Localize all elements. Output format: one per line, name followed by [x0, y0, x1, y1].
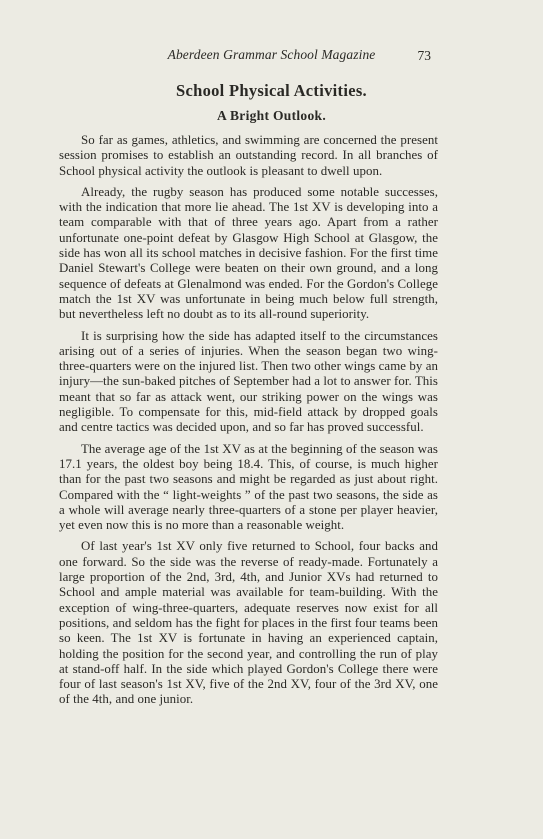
article-title: School Physical Activities. — [176, 81, 367, 100]
paragraph-rugby-season: Already, the rugby season has produced some notable successes, with the indication that more lie ahead. The 1st XV is developing into a team comparable with that of three years ago. Apart from a rather unfortunate one-point defeat by Glasgow High School at Glasgow, the side has won all its school matches in decisive fashion. For the first time Daniel Stewart's College were beaten on their own ground, and a long sequence of defeats at Glenalmond was ended. For the Gordon's College match the 1st XV was unfortunate in being much below full strength, but nevertheless left no doubt as to its all-round superiority. — [59, 184, 438, 322]
paragraph-team-building: Of last year's 1st XV only five returned to School, four backs and one forward. So the side was the reverse of ready-made. Fortunately a large proportion of the 2nd, 3rd, 4th, and Junior XVs had returned to School and ample material was available for team-building. With the exception of wing-three-quarters, adequate reserves now exist for all positions, and seldom has the fight for places in the first four teams been so keen. The 1st XV is fortunate in having an experienced captain, holding the position for the second year, and controlling the run of play at stand-off half. In the side which played Gordon's College there were four of last season's 1st XV, five of the 2nd XV, four of the 3rd XV, one of the 4th, and one junior. — [59, 539, 438, 707]
paragraph-intro: So far as games, athletics, and swimming are concerned the present session promises to establish an outstanding record. In all branches of School physical activity the outlook is pleasant to dwell upon. — [59, 133, 438, 178]
journal-title: Aberdeen Grammar School Magazine — [167, 47, 376, 62]
article-body — [59, 133, 438, 714]
paragraph-injuries: It is surprising how the side has adapted itself to the circumstances arising out of a series of injuries. When the season began two wing-three-quarters were on the injured list. Then two other wings came by an injury—the sun-baked pitches of September had a lot to answer for. This meant that so far as attack went, our striking power on the wings was negligible. To compensate for this, mid-field attack by dropped goals and centre tactics was decided upon, and so far has proved successful. — [59, 328, 438, 435]
page-number: 73 — [417, 48, 431, 63]
paragraph-average-age: The average age of the 1st XV as at the beginning of the season was 17.1 years, the oldest boy being 18.4. This, of course, is much higher than for the past two seasons and might be regarded as just about right. Compared with the “ light-weights ” of the past two seasons, the side as a whole will average nearly three-quarters of a stone per player heavier, yet even now this is no more than a reasonable weight. — [59, 441, 438, 533]
running-head — [0, 47, 543, 67]
article-subtitle: A Bright Outlook. — [217, 108, 326, 123]
